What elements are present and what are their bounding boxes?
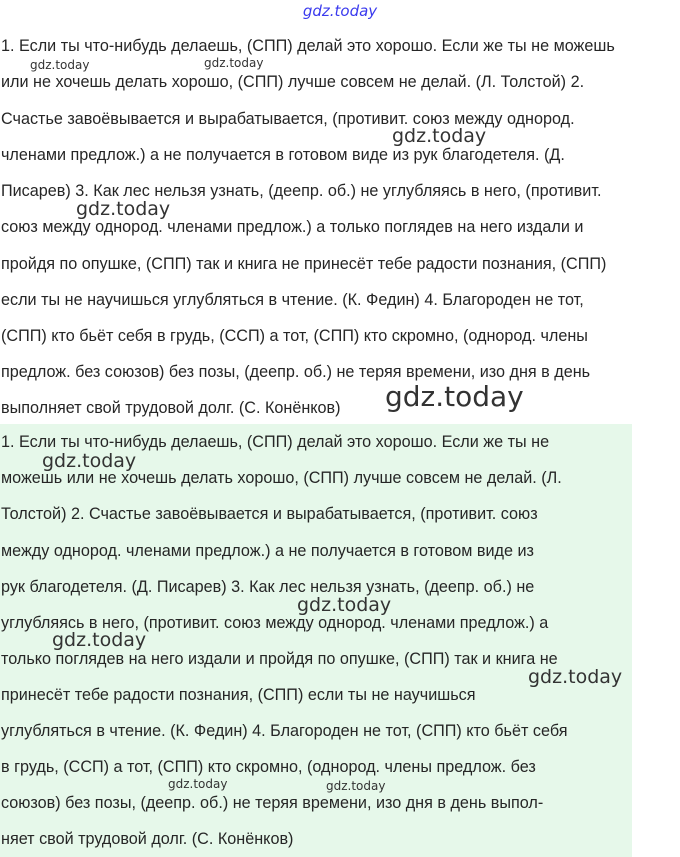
- watermark: gdz.today: [385, 380, 524, 413]
- answer-line: рук благодетеля. (Д. Писарев) 3. Как лес нельзя узнать, (деепр. об.) не: [1, 578, 535, 596]
- watermark: gdz.today: [168, 777, 228, 791]
- answer-line: если ты не научишься углубляться в чтение. (К. Федин) 4. Благороден не тот,: [1, 291, 584, 309]
- answer-line: только поглядев на него издали и пройдя по опушке, (СПП) так и книга не: [1, 650, 558, 668]
- answer-line: предлож. без союзов) без позы, (деепр. об.) не теряя времени, изо дня в день: [1, 363, 591, 381]
- answer-line: принесёт тебе радости познания, (СПП) если ты не научишься: [1, 686, 476, 704]
- answer-line: членами предлож.) а не получается в готовом виде из рук благодетеля. (Д.: [1, 146, 565, 164]
- answer-line: выполняет свой трудовой долг. (С. Конёнков): [1, 399, 341, 417]
- answer-line: Счастье завоёвывается и вырабатывается, (противит. союз между однород.: [1, 110, 575, 128]
- answer-line: 1. Если ты что-нибудь делаешь, (СПП) делай это хорошо. Если же ты не можешь: [1, 37, 615, 55]
- answer-line: между однород. членами предлож.) а не получается в готовом виде из: [1, 542, 534, 560]
- watermark: gdz.today: [42, 450, 137, 472]
- answer-line: можешь или не хочешь делать хорошо, (СПП) лучше совсем не делай. (Л.: [1, 469, 562, 487]
- answer-line: 1. Если ты что-нибудь делаешь, (СПП) делай это хорошо. Если же ты не: [1, 433, 550, 451]
- answer-line: няет свой трудовой долг. (С. Конёнков): [1, 830, 294, 848]
- answer-line: углубляясь в него, (противит. союз между однород. членами предлож.) а: [1, 614, 549, 632]
- watermark: gdz.today: [204, 56, 264, 70]
- answer-line: Толстой) 2. Счастье завоёвывается и вырабатывается, (противит. союз: [1, 505, 538, 523]
- answer-line: союз между однород. членами предлож.) а только поглядев на него издали и: [1, 218, 584, 236]
- answer-line: (СПП) кто бьёт себя в грудь, (ССП) а тот, (СПП) кто скромно, (однород. члены: [1, 327, 588, 345]
- watermark: gdz.today: [326, 779, 386, 793]
- answer-block-1: [0, 28, 676, 420]
- watermark: gdz.today: [392, 125, 487, 147]
- answer-line: в грудь, (ССП) а тот, (СПП) кто скромно, (однород. члены предлож. без: [1, 758, 536, 776]
- answer-line: или не хочешь делать хорошо, (СПП) лучше совсем не делай. (Л. Толстой) 2.: [1, 73, 585, 91]
- answer-block-2: [0, 424, 632, 857]
- site-logo[interactable]: gdz.today: [302, 2, 378, 20]
- answer-line: союзов) без позы, (деепр. об.) не теряя времени, изо дня в день выпол-: [1, 794, 544, 812]
- answer-line: пройдя по опушке, (СПП) так и книга не принесёт тебе радости познания, (СПП): [1, 255, 607, 273]
- watermark: gdz.today: [297, 594, 392, 616]
- watermark: gdz.today: [76, 198, 171, 220]
- watermark: gdz.today: [52, 629, 147, 651]
- answer-line: углубляться в чтение. (К. Федин) 4. Благороден не тот, (СПП) кто бьёт себя: [1, 722, 568, 740]
- watermark: gdz.today: [528, 666, 623, 688]
- answer-line: Писарев) 3. Как лес нельзя узнать, (деепр. об.) не углубляясь в него, (противит.: [1, 182, 602, 200]
- watermark: gdz.today: [30, 58, 90, 72]
